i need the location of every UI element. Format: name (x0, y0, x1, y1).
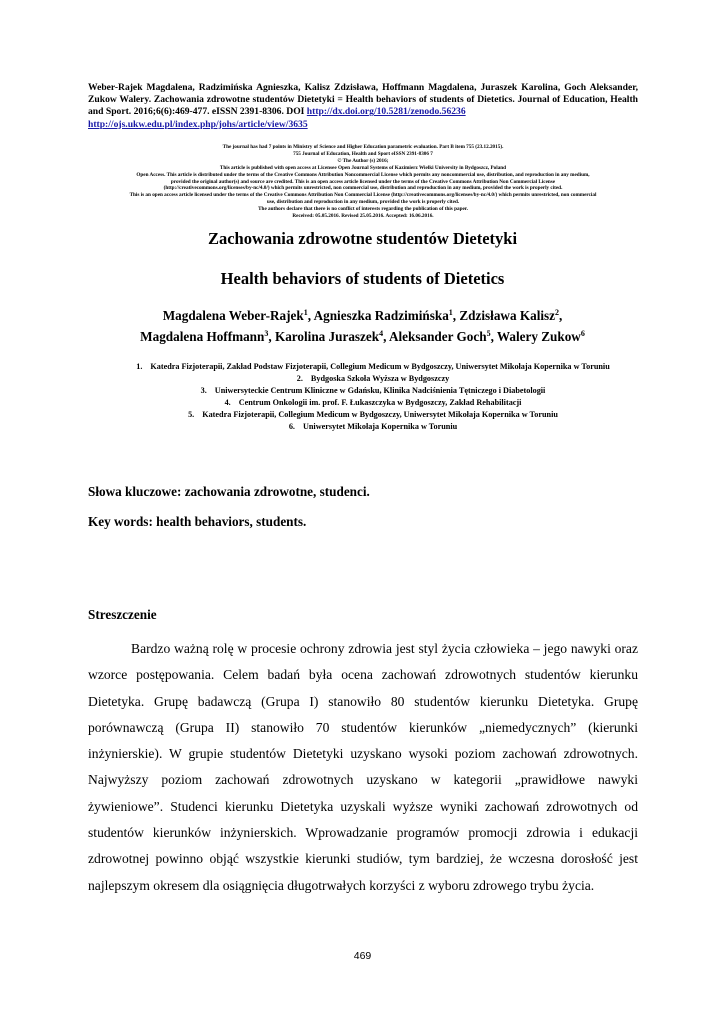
author-name: Agnieszka Radzimińska (313, 308, 449, 323)
citation-block (88, 82, 638, 131)
affiliation-number: 2. (296, 374, 303, 383)
notice-line: This is an open access article licensed under the terms of the Creative Commons Attribution Non Commercial License (http://creativecommons.org/licenses/by-nc/4.0/) which permits unrestricted, non commercial (129, 192, 597, 199)
affiliation-text: Katedra Fizjoterapii, Zakład Podstaw Fizjoterapii, Collegium Medicum w Bydgoszczy, Uniwersytet Mikołaja Kopernika w Toruniu (150, 362, 610, 371)
author-separator: , (268, 329, 275, 344)
author-name: Zdzisława Kalisz (459, 308, 556, 323)
affiliation-item (88, 409, 658, 421)
affiliation-number: 6. (288, 422, 295, 431)
author-affiliation-mark: 3 (264, 329, 269, 338)
author-affiliation-mark: 1 (448, 308, 453, 317)
author-line (0, 326, 725, 347)
article-url-link[interactable]: http://ojs.ukw.edu.pl/index.php/johs/article/view/3635 (88, 118, 308, 130)
author-separator: , (383, 329, 389, 344)
affiliation-item (88, 421, 658, 433)
affiliation-text: Centrum Onkologii im. prof. F. Łukaszczyka w Bydgoszczy, Zakład Rehabilitacji (238, 398, 522, 407)
author-name: Aleksander Goch (388, 329, 487, 344)
affiliation-item (88, 397, 658, 409)
title-english: Health behaviors of students of Dietetics (220, 269, 505, 288)
author-separator: , (490, 329, 497, 344)
abstract-heading: Streszczenie (88, 607, 157, 622)
author-name: Karolina Juraszek (274, 329, 380, 344)
notice-line: use, distribution and reproduction in any medium, provided the work is properly cited. (266, 199, 460, 206)
affiliation-number: 1. (136, 362, 143, 371)
notice-line: 755 Journal of Education, Health and Sport eISSN 2391-8306 7 (293, 150, 433, 157)
notice-line: (http://creativecommons.org/licenses/by-nc/4.0/) which permits unrestricted, non commercial use, distribution and reproduction in any medium, provided the work is properly cited. (163, 185, 563, 192)
author-affiliation-mark: 5 (486, 329, 491, 338)
affiliation-item (88, 361, 658, 373)
author-line (0, 305, 725, 326)
affiliation-text: Uniwersyteckie Centrum Kliniczne w Gdańsku, Klinika Nadciśnienia Tętniczego i Diabetologii (214, 386, 546, 395)
affiliation-number: 5. (188, 410, 195, 419)
page-number: 469 (353, 950, 372, 962)
author-name: Walery Zukow (496, 329, 581, 344)
doi-link[interactable]: http://dx.doi.org/10.5281/zenodo.56236 (306, 106, 466, 118)
notice-line: The authors declare that there is no conflict of interests regarding the publication of this paper. (258, 206, 468, 213)
author-separator: , (559, 308, 563, 323)
affiliation-text: Bydgoska Szkoła Wyższa w Bydgoszczy (310, 374, 450, 383)
license-notice (88, 144, 638, 220)
notice-line: Received: 05.05.2016. Revised 25.05.2016. Accepted: 16.06.2016. (292, 213, 434, 220)
keywords-english: Key words: health behaviors, students. (88, 514, 307, 529)
notice-line: The journal has had 7 points in Ministry of Science and Higher Education parametric evaluation. Part B item 755 (23.12.2015). (222, 144, 504, 150)
notice-line: This article is published with open access at Licensee Open Journal Systems of Kazimierz Wielki University in Bydgoszcz, Poland (219, 164, 507, 171)
author-separator: , (452, 308, 460, 323)
affiliation-text: Uniwersytet Mikołaja Kopernika w Toruniu (302, 422, 458, 431)
author-separator: , (307, 308, 314, 323)
abstract-body: Bardzo ważną rolę w procesie ochrony zdrowia jest styl życia człowieka – jego nawyki oraz wzorce postępowania. Celem badań była ocena zachowań zdrowotnych studentów kierunku Dietetyka. Grupę badawczą (Grupa I) stanowiło 80 studentów kierunku Dietetyka. Grupę porównawczą (Grupa II) stanowiło 70 studentów kierunków „niemedycznych” (kierunki inżynierskie). W grupie studentów Dietetyki uzyskano wysoki poziom zachowań zdrowotnych. Najwyższy poziom zachowań zdrowotnych uzyskano w kategorii „prawidłowe nawyki żywieniowe”. Studenci kierunku Dietetyka uzyskali wyższe wyniki zachowań zdrowotnych od studentów kierunków inżynierskich. Wprowadzanie programów promocji zdrowia i edukacji zdrowotnej powinno objąć wszystkie kierunki studiów, tym bardziej, że wczesna dorosłość jest najlepszym okresem dla osiągnięcia długotrwałych korzyści z wyboru zdrowego trybu życia. (88, 641, 638, 893)
notice-line: Open Access. This article is distributed under the terms of the Creative Commons Attribution Noncommercial License which permits any noncommercial use, distribution, and reproduction in any medium, (136, 171, 590, 178)
author-list (0, 305, 725, 347)
notice-line: © The Author (s) 2016; (337, 157, 389, 164)
author-affiliation-mark: 6 (580, 329, 585, 338)
author-name: Magdalena Hoffmann (140, 329, 265, 344)
citation-text: Weber-Rajek Magdalena, Radzimińska Agnieszka, Kalisz Zdzisława, Hoffmann Magdalena, Juraszek Karolina, Goch Aleksander, Zukow Walery. Zachowania zdrowotne studentów Dietetyki = Health behaviors of students of Dietetics. Journal of Education, Health and Sport. 2016;6(6):469-477. eISSN 2391-8306. DOI (88, 82, 638, 118)
author-name: Magdalena Weber-Rajek (162, 308, 304, 323)
affiliation-number: 4. (224, 398, 231, 407)
keywords-polish: Słowa kluczowe: zachowania zdrowotne, studenci. (88, 484, 370, 499)
author-affiliation-mark: 4 (379, 329, 384, 338)
affiliation-list (88, 361, 658, 433)
author-affiliation-mark: 2 (555, 308, 560, 317)
affiliation-item (88, 373, 658, 385)
notice-line: provided the original author(s) and source are credited. This is an open access article licensed under the terms of the Creative Commons Attribution Non Commercial License (170, 178, 556, 185)
title-polish: Zachowania zdrowotne studentów Dietetyki (207, 229, 518, 248)
affiliation-item (88, 385, 658, 397)
affiliation-number: 3. (200, 386, 207, 395)
affiliation-text: Katedra Fizjoterapii, Collegium Medicum w Bydgoszczy, Uniwersytet Mikołaja Kopernika w Toruniu (202, 410, 558, 419)
author-affiliation-mark: 1 (303, 308, 308, 317)
